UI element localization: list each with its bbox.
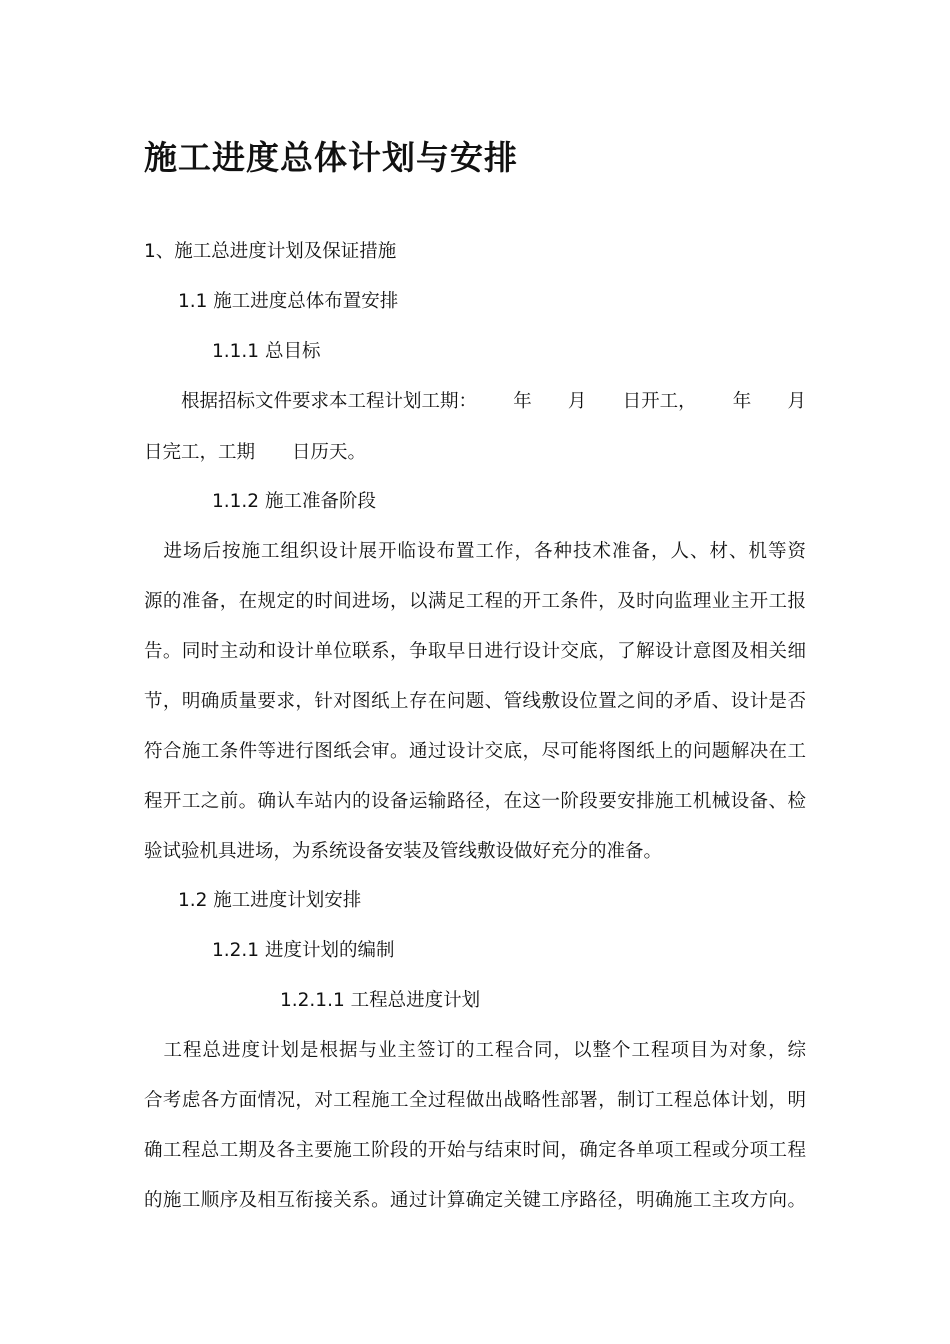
goal-line-2: 日完工，工期 日历天。: [144, 442, 367, 463]
goal-month-end: 月: [787, 391, 806, 412]
paragraph-line: 合考虑各方面情况，对工程施工全过程做出战略性部署，制订工程总体计划，明: [144, 1090, 806, 1111]
goal-day-start: 日开工，: [622, 391, 697, 412]
heading-1-2: 1.2 施工进度计划安排: [178, 890, 362, 911]
paragraph-line-last: 验试验机具进场，为系统设备安装及管线敷设做好充分的准备。: [144, 841, 663, 862]
paragraph-line: 源的准备，在规定的时间进场，以满足工程的开工条件，及时向监理业主开工报: [144, 591, 806, 612]
heading-1-1: 1.1 施工进度总体布置安排: [178, 291, 399, 312]
heading-1-2-1-1: 1.2.1.1 工程总进度计划: [280, 990, 481, 1011]
paragraph-line: 节，明确质量要求，针对图纸上存在问题、管线敷设位置之间的矛盾、设计是否: [144, 691, 806, 712]
goal-month-start: 月: [567, 391, 587, 412]
goal-year-start: 年: [513, 391, 532, 412]
goal-line-1: [144, 390, 806, 414]
paragraph-line: 确工程总工期及各主要施工阶段的开始与结束时间，确定各单项工程或分项工程: [144, 1140, 806, 1161]
paragraph-line: 符合施工条件等进行图纸会审。通过设计交底，尽可能将图纸上的问题解决在工: [144, 741, 806, 762]
paragraph-line: 告。同时主动和设计单位联系，争取早日进行设计交底，了解设计意图及相关细: [144, 641, 806, 662]
paragraph-line: 程开工之前。确认车站内的设备运输路径，在这一阶段要安排施工机械设备、检: [144, 791, 806, 812]
goal-year-end: 年: [732, 391, 752, 412]
goal-text-intro: 根据招标文件要求本工程计划工期：: [181, 391, 478, 412]
paragraph-line: 的施工顺序及相互衔接关系。通过计算确定关键工序路径，明确施工主攻方向。: [144, 1190, 806, 1211]
paragraph-line: 工程总进度计划是根据与业主签订的工程合同，以整个工程项目为对象，综: [144, 1040, 806, 1061]
heading-1-1-2: 1.1.2 施工准备阶段: [212, 491, 376, 512]
heading-level-1: 1、施工总进度计划及保证措施: [144, 241, 397, 262]
heading-1-1-1: 1.1.1 总目标: [212, 341, 321, 362]
paragraph-line: 进场后按施工组织设计展开临设布置工作，各种技术准备，人、材、机等资: [144, 541, 806, 562]
heading-1-2-1: 1.2.1 进度计划的编制: [212, 940, 395, 961]
document-title: 施工进度总体计划与安排: [144, 138, 518, 177]
